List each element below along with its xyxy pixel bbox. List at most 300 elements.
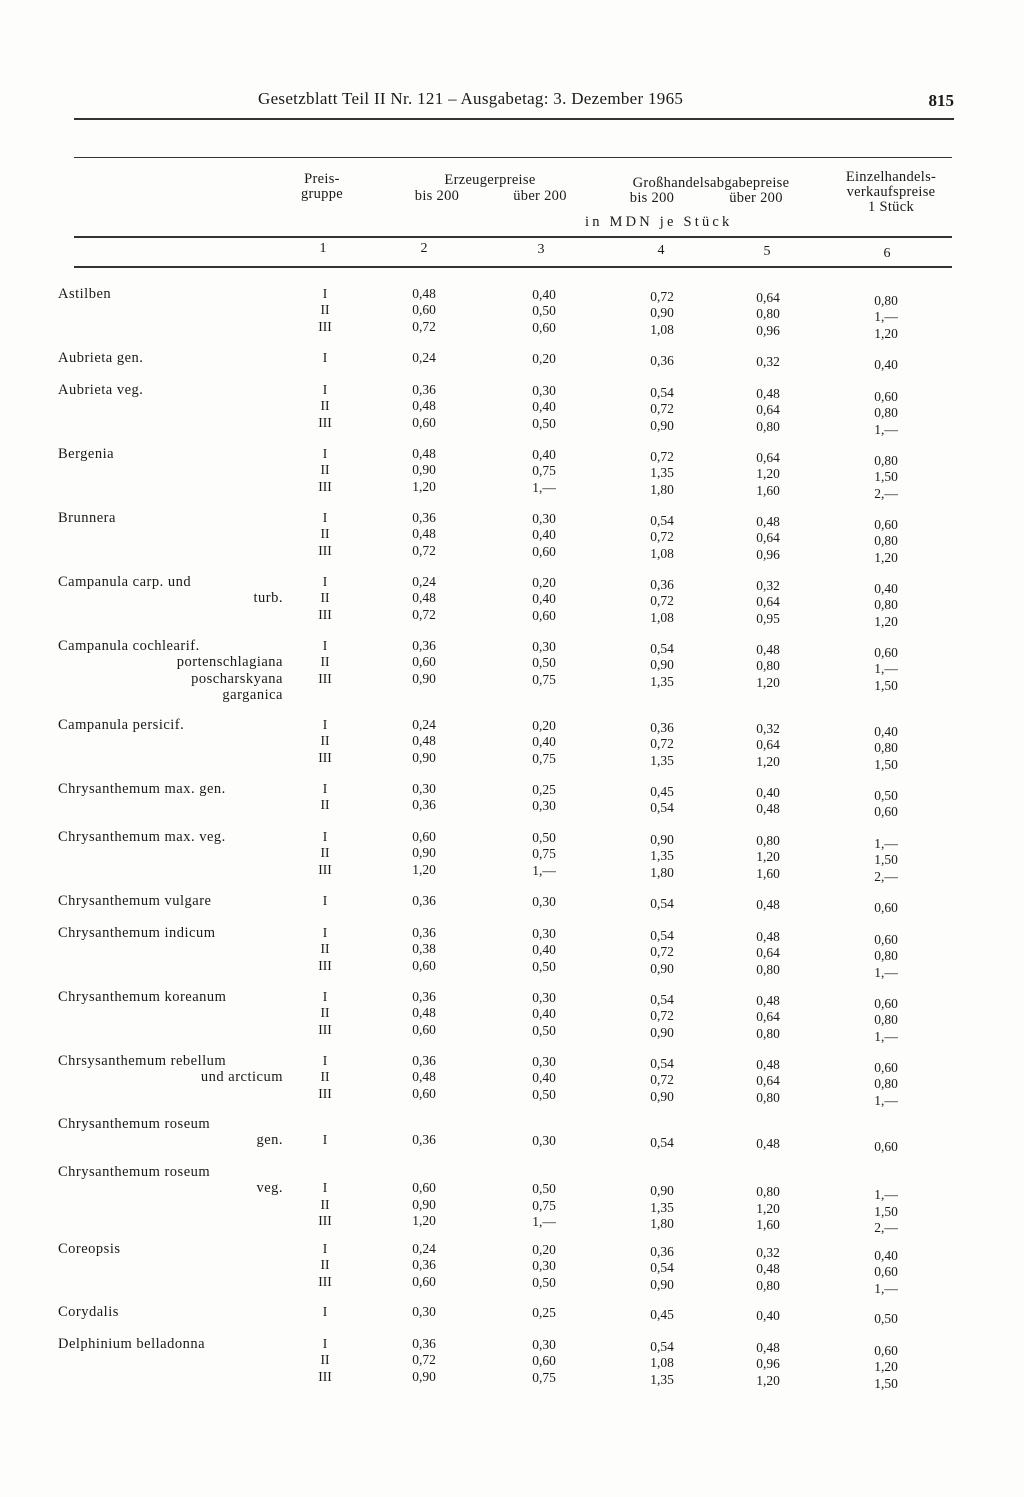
value — [636, 1119, 688, 1135]
preisgruppe-cell — [300, 638, 350, 687]
value: 0,32 — [756, 721, 780, 736]
value: 0,60 — [412, 829, 436, 844]
value — [636, 1167, 688, 1183]
value: 0,30 — [532, 1337, 556, 1352]
col-number: 1 — [319, 241, 327, 256]
value: 0,60 — [874, 804, 898, 820]
value: 0,36 — [412, 1336, 436, 1351]
erzeuger-ueber-cell — [518, 383, 570, 432]
value: 0,30 — [532, 926, 556, 941]
grosshandel-bis-cell — [636, 832, 688, 881]
value: II — [320, 526, 330, 542]
value: 0,54 — [650, 1135, 674, 1151]
plant-name-line: Aubrieta gen. — [58, 350, 144, 366]
preisgruppe-cell — [300, 1116, 350, 1149]
grosshandel-bis-cell — [636, 1167, 688, 1232]
value: II — [320, 1005, 330, 1021]
value: 0,48 — [756, 993, 780, 1008]
plant-name — [58, 286, 283, 302]
einzelhandel-cell — [860, 517, 912, 566]
value: 0,90 — [650, 417, 674, 433]
value: 1,— — [874, 1187, 898, 1203]
value: 0,96 — [756, 322, 780, 338]
grosshandel-bis-cell — [636, 385, 688, 434]
value: 0,90 — [650, 1088, 674, 1104]
erzeuger-ueber-cell — [518, 447, 570, 496]
value: 1,— — [874, 309, 898, 325]
plant-name-line: Chrsysanthemum rebellum — [58, 1053, 227, 1069]
value: 0,30 — [532, 511, 556, 526]
value: 0,36 — [412, 1257, 436, 1273]
erzeuger-ueber-cell — [518, 1165, 570, 1230]
value: 0,96 — [756, 1356, 780, 1372]
value: III — [318, 1021, 332, 1037]
value — [860, 1171, 912, 1187]
value: 1,50 — [874, 677, 898, 693]
value: III — [318, 318, 332, 334]
value: 0,36 — [650, 577, 674, 592]
plant-name — [58, 1336, 283, 1352]
preisgruppe-cell — [300, 829, 350, 878]
value: II — [320, 302, 330, 318]
value: 0,60 — [412, 1273, 436, 1289]
value: 0,80 — [756, 306, 780, 322]
value: 0,24 — [412, 1241, 436, 1256]
erzeuger-bis-cell — [398, 382, 450, 431]
value: 0,90 — [650, 1276, 674, 1292]
value: 0,48 — [756, 1136, 780, 1152]
value: 0,75 — [532, 1197, 556, 1213]
value — [742, 1120, 794, 1136]
plant-name — [58, 638, 283, 703]
value: 0,54 — [650, 992, 674, 1007]
erzeuger-bis-cell — [398, 829, 450, 878]
col-number: 3 — [537, 242, 545, 257]
value: 1,50 — [874, 1375, 898, 1391]
plant-name-line: poscharskyana — [191, 670, 283, 687]
value: 1,08 — [650, 1355, 674, 1371]
plant-name — [58, 893, 283, 909]
einzelhandel-cell — [860, 1171, 912, 1236]
grosshandel-ueber-cell — [742, 1245, 794, 1294]
plant-name-line: garganica — [222, 686, 283, 703]
grosshandel-ueber-cell — [742, 897, 794, 913]
value: II — [320, 1069, 330, 1085]
value: 1,— — [532, 862, 556, 878]
value: II — [320, 733, 330, 749]
value: 0,48 — [756, 801, 780, 817]
value: 0,90 — [650, 1183, 674, 1199]
value: 0,60 — [532, 607, 556, 623]
plant-name-line: Astilben — [58, 286, 112, 302]
value: 0,60 — [532, 319, 556, 335]
value: III — [318, 542, 332, 558]
value: 1,60 — [756, 865, 780, 881]
value: 1,— — [874, 1028, 898, 1044]
value: 0,36 — [650, 720, 674, 735]
value: III — [318, 1368, 332, 1384]
value: III — [318, 1273, 332, 1289]
erzeuger-bis-cell — [398, 989, 450, 1038]
grosshandel-bis-cell — [636, 1056, 688, 1105]
erzeuger-bis-cell — [398, 638, 450, 687]
col-number: 5 — [763, 244, 771, 259]
value: 0,30 — [532, 1258, 556, 1274]
value: 0,54 — [650, 641, 674, 656]
value: 0,36 — [650, 353, 674, 368]
value — [398, 1116, 450, 1132]
value: 0,36 — [412, 925, 436, 940]
value: 1,20 — [412, 861, 436, 877]
col-number: 4 — [657, 243, 665, 258]
value: 0,50 — [532, 303, 556, 319]
plant-name — [58, 382, 283, 398]
plant-name — [58, 1241, 283, 1257]
value: 1,35 — [650, 465, 674, 481]
value: 1,— — [532, 479, 556, 495]
value: 1,— — [874, 1280, 898, 1296]
plant-name — [58, 350, 283, 366]
value: 0,80 — [874, 948, 898, 964]
grosshandel-ueber-cell — [742, 1308, 794, 1324]
value: 0,40 — [874, 724, 898, 739]
col-head-line: Preis- — [304, 171, 340, 187]
preisgruppe-cell — [300, 350, 350, 366]
grosshandel-ueber-cell — [742, 642, 794, 691]
value: 0,40 — [756, 1308, 780, 1323]
value: 0,80 — [756, 1025, 780, 1041]
value: II — [320, 1257, 330, 1273]
value: 0,54 — [650, 513, 674, 528]
value: 0,24 — [412, 350, 436, 365]
value: III — [318, 670, 332, 686]
plant-name — [58, 510, 283, 526]
plant-name — [58, 446, 283, 462]
plant-name-line: Brunnera — [58, 510, 116, 526]
col-head-line: gruppe — [300, 186, 344, 202]
value: I — [322, 717, 328, 732]
value: 0,36 — [412, 893, 436, 908]
value: 0,30 — [532, 639, 556, 654]
value: 0,75 — [532, 846, 556, 862]
value: 0,75 — [532, 671, 556, 687]
value: 0,72 — [650, 736, 674, 752]
value: 0,60 — [874, 1139, 898, 1155]
grosshandel-bis-cell — [636, 992, 688, 1041]
value: 0,64 — [756, 737, 780, 753]
value: 0,60 — [874, 517, 898, 532]
value: 0,90 — [412, 462, 436, 478]
value: 0,80 — [756, 833, 780, 848]
grosshandel-bis-cell — [636, 449, 688, 498]
value: 0,60 — [532, 1353, 556, 1369]
grosshandel-ueber-cell — [742, 929, 794, 978]
value: 0,90 — [412, 670, 436, 686]
value — [860, 1123, 912, 1139]
erzeuger-bis-cell — [398, 781, 450, 814]
value: 0,30 — [412, 1304, 436, 1319]
value: 0,25 — [532, 782, 556, 797]
plant-name — [58, 1116, 283, 1149]
value: 1,35 — [650, 673, 674, 689]
value: 0,32 — [756, 578, 780, 593]
plant-name — [58, 1053, 283, 1086]
erzeuger-bis-cell — [398, 893, 450, 909]
value: 0,36 — [412, 797, 436, 813]
grosshandel-bis-cell — [636, 513, 688, 562]
erzeuger-bis-cell — [398, 286, 450, 335]
grosshandel-ueber-cell — [742, 833, 794, 882]
value: 0,36 — [650, 1244, 674, 1259]
value: 0,24 — [412, 574, 436, 589]
value: 0,20 — [532, 718, 556, 733]
erzeuger-ueber-cell — [518, 575, 570, 624]
erzeuger-bis-cell — [398, 1336, 450, 1385]
einzelhandel-cell — [860, 453, 912, 502]
erzeuger-bis-cell — [398, 350, 450, 366]
erzeuger-ueber-cell — [518, 1054, 570, 1103]
erzeuger-bis-cell — [398, 446, 450, 495]
value: 0,20 — [532, 1242, 556, 1257]
plant-name-line: Campanula persicif. — [58, 717, 185, 733]
erzeuger-bis-cell — [398, 1116, 450, 1149]
value: 1,— — [874, 661, 898, 677]
plant-name — [58, 717, 283, 733]
value: 0,60 — [412, 1021, 436, 1037]
grosshandel-bis-cell — [636, 641, 688, 690]
value: 0,80 — [756, 418, 780, 434]
value: 1,— — [874, 421, 898, 437]
value: 0,72 — [650, 401, 674, 417]
col-head-line: bis 200 — [629, 190, 675, 206]
plant-name-line: Corydalis — [58, 1304, 119, 1320]
plant-name-line: Chrysanthemum max. gen. — [58, 781, 226, 797]
value: 1,80 — [650, 864, 674, 880]
col-number: 2 — [420, 241, 428, 256]
plant-name — [58, 1164, 283, 1197]
value: 0,50 — [874, 1311, 898, 1326]
value: 0,60 — [874, 389, 898, 404]
value: I — [322, 286, 328, 301]
value: 1,20 — [756, 1372, 780, 1388]
plant-name-line: und arcticum — [200, 1069, 283, 1086]
value: 0,54 — [650, 928, 674, 943]
grosshandel-bis-cell — [636, 1339, 688, 1388]
value: I — [322, 574, 328, 589]
erzeuger-bis-cell — [398, 1304, 450, 1320]
value: 0,80 — [874, 405, 898, 421]
value: 0,50 — [532, 958, 556, 974]
value: 0,36 — [412, 1132, 436, 1148]
value: 0,60 — [532, 543, 556, 559]
plant-name-line: Aubrieta veg. — [58, 382, 144, 398]
value: I — [322, 350, 328, 365]
preisgruppe-cell — [300, 286, 350, 335]
plant-name — [58, 574, 283, 607]
value: I — [322, 1336, 328, 1351]
value: 1,20 — [756, 849, 780, 865]
preisgruppe-cell — [300, 1164, 350, 1229]
value: 0,75 — [532, 1369, 556, 1385]
value: 0,45 — [650, 784, 674, 799]
value — [300, 1116, 350, 1132]
value: 0,48 — [756, 897, 780, 912]
einzelhandel-cell — [860, 1060, 912, 1109]
value: 0,72 — [650, 1008, 674, 1024]
erzeuger-ueber-cell — [518, 511, 570, 560]
value: 0,30 — [532, 990, 556, 1005]
grosshandel-ueber-cell — [742, 386, 794, 435]
value: 0,48 — [756, 514, 780, 529]
value: 0,80 — [874, 533, 898, 549]
value: 0,60 — [412, 957, 436, 973]
erzeuger-ueber-cell — [518, 1117, 570, 1150]
value: 0,36 — [412, 989, 436, 1004]
einzelhandel-cell — [860, 1311, 912, 1327]
value: 0,30 — [532, 798, 556, 814]
value — [300, 1164, 350, 1180]
value: 1,— — [874, 836, 898, 851]
value: 1,08 — [650, 545, 674, 561]
value: 0,50 — [532, 1274, 556, 1290]
value: 1,20 — [756, 466, 780, 482]
value: 0,60 — [412, 654, 436, 670]
einzelhandel-cell — [860, 900, 912, 916]
grosshandel-ueber-cell — [742, 1057, 794, 1106]
value: 0,45 — [650, 1307, 674, 1322]
value: III — [318, 1085, 332, 1101]
value: 1,— — [874, 964, 898, 980]
erzeuger-bis-cell — [398, 717, 450, 766]
value: 0,60 — [874, 900, 898, 915]
value: 0,72 — [650, 449, 674, 464]
plant-name — [58, 781, 283, 797]
einzelhandel-cell — [860, 389, 912, 438]
value: 0,80 — [756, 1277, 780, 1293]
preisgruppe-cell — [300, 925, 350, 974]
grosshandel-ueber-cell — [742, 721, 794, 770]
erzeuger-ueber-cell — [518, 718, 570, 767]
value: 0,60 — [874, 645, 898, 660]
grosshandel-ueber-cell — [742, 1340, 794, 1389]
value: 0,48 — [412, 286, 436, 301]
value: I — [322, 446, 328, 461]
value: 0,60 — [874, 1060, 898, 1075]
value: I — [322, 781, 328, 796]
erzeuger-bis-cell — [398, 1164, 450, 1229]
value: 0,90 — [412, 749, 436, 765]
einzelhandel-cell — [860, 357, 912, 373]
value: II — [320, 1352, 330, 1368]
value: 0,36 — [412, 382, 436, 397]
value: II — [320, 590, 330, 606]
einzelhandel-cell — [860, 932, 912, 981]
grosshandel-ueber-cell — [742, 514, 794, 563]
value: 0,90 — [650, 960, 674, 976]
value: 0,80 — [874, 1076, 898, 1092]
grosshandel-bis-cell — [636, 720, 688, 769]
col-head-line: über 200 — [513, 188, 567, 204]
grosshandel-bis-cell — [636, 1244, 688, 1293]
preisgruppe-cell — [300, 1336, 350, 1385]
value: 2,— — [874, 868, 898, 884]
value: 0,50 — [532, 1181, 556, 1197]
value: 0,60 — [874, 1264, 898, 1280]
erzeuger-ueber-cell — [518, 990, 570, 1039]
value: 0,30 — [412, 781, 436, 796]
value: 0,72 — [412, 1352, 436, 1368]
value: I — [322, 1180, 328, 1196]
value — [518, 1117, 570, 1133]
value: 2,— — [874, 1219, 898, 1235]
col-head-line: bis 200 — [414, 188, 460, 204]
value: I — [322, 1304, 328, 1319]
value: I — [322, 510, 328, 525]
value: 1,20 — [412, 1212, 436, 1228]
value: III — [318, 414, 332, 430]
value: III — [318, 749, 332, 765]
plant-name-line: Chrysanthemum indicum — [58, 925, 216, 941]
value: 0,90 — [412, 845, 436, 861]
value: I — [322, 989, 328, 1004]
erzeuger-ueber-cell — [518, 287, 570, 336]
grosshandel-bis-cell — [636, 1119, 688, 1152]
einzelhandel-cell — [860, 581, 912, 630]
preisgruppe-cell — [300, 510, 350, 559]
value: 0,80 — [756, 1089, 780, 1105]
unit-label: in MDN je Stück — [585, 214, 733, 230]
value: 0,75 — [532, 463, 556, 479]
value: 0,30 — [532, 1133, 556, 1149]
value: 0,20 — [532, 351, 556, 366]
value: 0,48 — [412, 733, 436, 749]
einzelhandel-cell — [860, 645, 912, 694]
value: 0,54 — [650, 385, 674, 400]
value: 0,50 — [874, 788, 898, 803]
value: I — [322, 1053, 328, 1068]
value: 0,90 — [650, 305, 674, 321]
value: 0,48 — [412, 1069, 436, 1085]
value: 0,30 — [532, 383, 556, 398]
value: 1,20 — [756, 674, 780, 690]
value: 0,80 — [874, 740, 898, 756]
value: 0,40 — [532, 1070, 556, 1086]
value: I — [322, 382, 328, 397]
preisgruppe-cell — [300, 446, 350, 495]
value: 0,75 — [532, 750, 556, 766]
value: 1,20 — [412, 478, 436, 494]
plant-name-line: Campanula carp. und — [58, 574, 192, 590]
col-head-line: 1 Stück — [867, 199, 914, 215]
value: 0,80 — [756, 658, 780, 674]
col-head-line: über 200 — [729, 190, 783, 206]
value: 0,90 — [650, 657, 674, 673]
value: 0,60 — [874, 932, 898, 947]
value: 0,64 — [756, 530, 780, 546]
value: 0,48 — [756, 1340, 780, 1355]
einzelhandel-cell — [860, 1123, 912, 1156]
header-title: Gesetzblatt Teil II Nr. 121 – Ausgabetag: 3. Dezember 1965 — [258, 89, 684, 108]
value: III — [318, 861, 332, 877]
grosshandel-bis-cell — [636, 784, 688, 817]
value: 0,40 — [532, 287, 556, 302]
value: 0,48 — [756, 929, 780, 944]
value: 0,64 — [756, 1073, 780, 1089]
plant-name — [58, 925, 283, 941]
value: 0,24 — [412, 717, 436, 732]
erzeuger-ueber-cell — [518, 1242, 570, 1291]
einzelhandel-cell — [860, 724, 912, 773]
